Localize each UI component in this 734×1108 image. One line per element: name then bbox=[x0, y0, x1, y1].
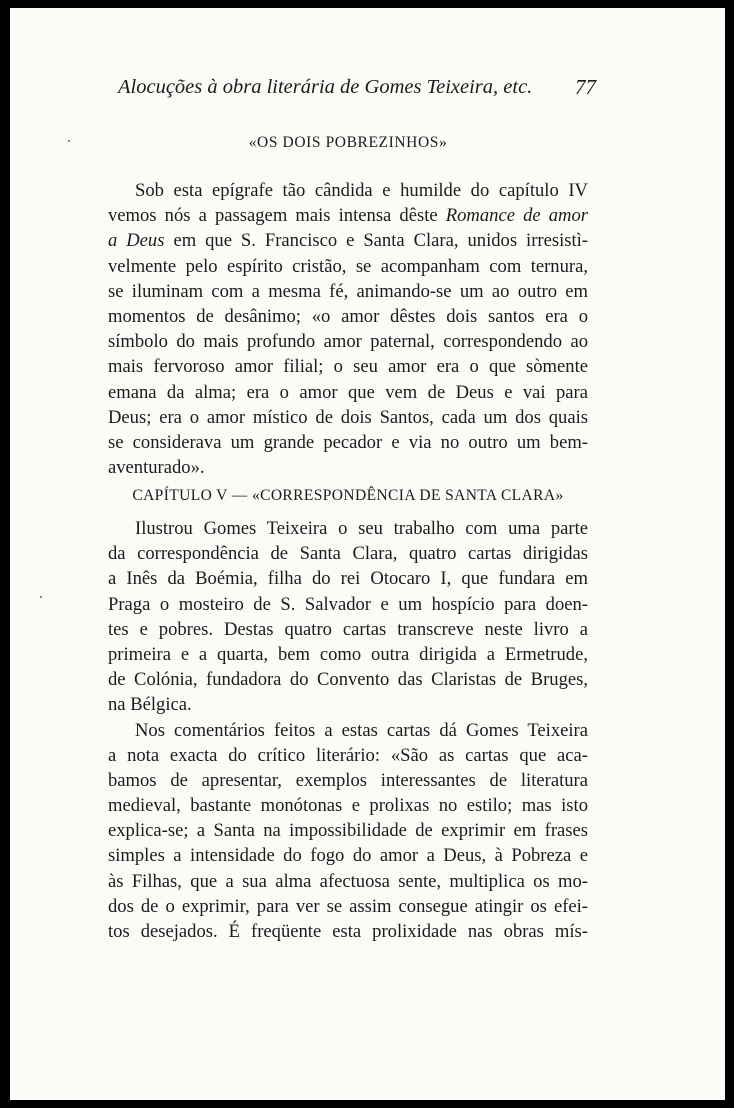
text-line: bamos de apresentar, exemplos interessantes de literatura bbox=[108, 769, 588, 791]
text-line: mais fervoroso amor filial; o seu amor era o que sòmente bbox=[108, 356, 588, 378]
text-line: dos de o exprimir, para ver se assim consegue atingir os efei- bbox=[108, 895, 588, 917]
text-line: tos desejados. É freqüente esta prolixidade nas obras mís- bbox=[108, 921, 588, 942]
page-number: 77 bbox=[575, 75, 596, 99]
text-line: se iluminam com a mesma fé, animando-se um ao outro em bbox=[108, 280, 588, 302]
text-line: na Bélgica. bbox=[108, 694, 192, 716]
section-paragraph bbox=[108, 178, 588, 480]
text-line: Sob esta epígrafe tão cândida e humilde do capítulo IV bbox=[135, 180, 588, 201]
book-title-italic: Romance de amor bbox=[445, 205, 588, 227]
text-line: simples a intensidade do fogo do amor a Deus, à Pobreza e bbox=[108, 845, 588, 867]
text-line: símbolo do mais profundo amor paternal, correspondendo ao bbox=[108, 331, 588, 353]
text-line: a Inês da Boémia, filha do rei Otocaro I, que fundara em bbox=[108, 568, 588, 590]
section-heading: «OS DOIS POBREZINHOS» bbox=[248, 134, 448, 151]
scan-speck bbox=[68, 140, 70, 142]
text-line: Deus; era o amor místico de dois Santos, cada um dos quais bbox=[108, 406, 588, 428]
text-line: vemos nós a passagem mais intensa dêste Romance de amor bbox=[108, 205, 588, 227]
chapter-heading: CAPÍTULO V — «CORRESPONDÊNCIA DE SANTA CLARA» bbox=[132, 487, 564, 504]
text-line: medieval, bastante monótonas e prolixas no estilo; mas isto bbox=[108, 795, 588, 817]
text-line: Ilustrou Gomes Teixeira o seu trabalho com uma parte bbox=[135, 518, 588, 539]
text-line: Nos comentários feitos a estas cartas dá Gomes Teixeira bbox=[135, 719, 588, 741]
text-line: a nota exacta do crítico literário: «São as cartas que aca- bbox=[108, 744, 588, 766]
text-line: às Filhas, que a sua alma afectuosa sente, multiplica os mo- bbox=[108, 870, 588, 892]
text-line: velmente pelo espírito cristão, se acompanham com ternura, bbox=[108, 255, 588, 277]
text-line: aventurado». bbox=[108, 457, 205, 479]
book-page bbox=[10, 8, 725, 1100]
text-line: se considerava um grande pecador e via no outro um bem- bbox=[108, 431, 588, 453]
scan-speck bbox=[40, 596, 42, 598]
text-line: explica-se; a Santa na impossibilidade de exprimir em frases bbox=[108, 820, 588, 842]
text-line: de Colónia, fundadora do Convento das Claristas de Bruges, bbox=[108, 669, 588, 691]
running-header-title: Alocuções à obra literária de Gomes Teixeira, etc. bbox=[118, 76, 533, 98]
text-line: primeira e a quarta, bem como outra dirigida a Ermetrude, bbox=[108, 643, 588, 665]
text-line: a Deus em que S. Francisco e Santa Clara, unidos irresistì- bbox=[108, 230, 588, 252]
text-line: Praga o mosteiro de S. Salvador e um hospício para doen- bbox=[108, 593, 588, 615]
text-line: momentos de desânimo; «o amor dêstes dois santos era o bbox=[108, 305, 588, 327]
text-line: emana da alma; era o amor que vem de Deus e vai para bbox=[108, 381, 588, 403]
chapter-body bbox=[108, 516, 588, 944]
text-line: da correspondência de Santa Clara, quatro cartas dirigidas bbox=[108, 543, 588, 565]
text-line: tes e pobres. Destas quatro cartas transcreve neste livro a bbox=[108, 618, 588, 640]
book-title-italic: a Deus bbox=[108, 230, 165, 252]
